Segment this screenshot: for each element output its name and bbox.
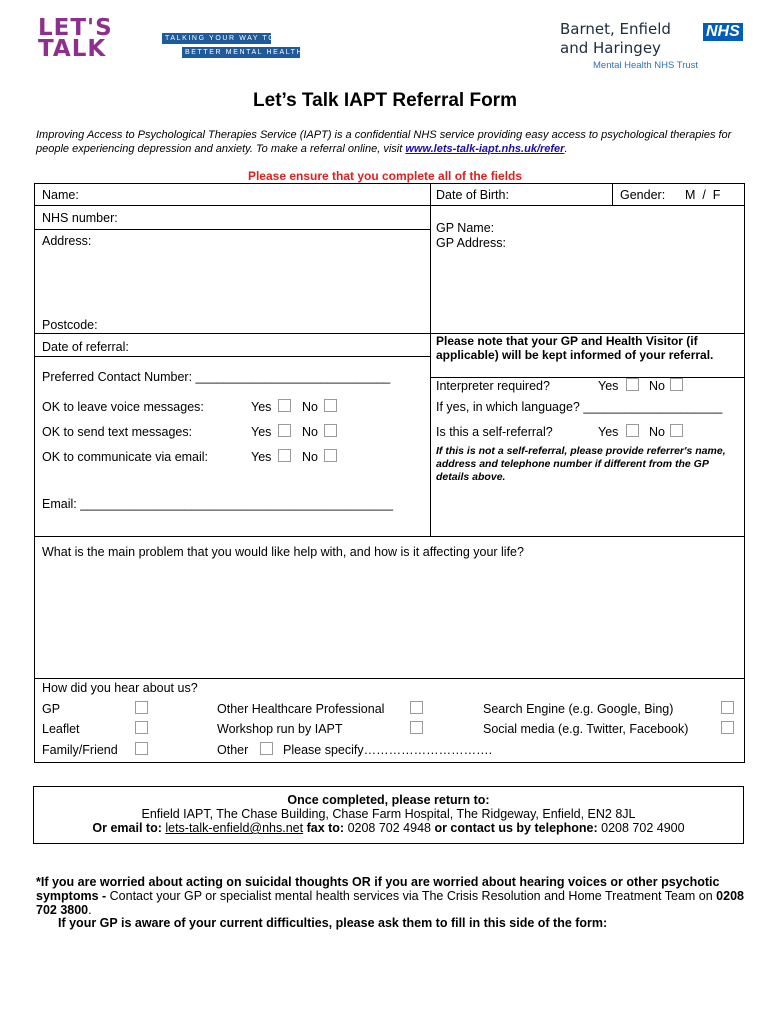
hear-other-checkbox[interactable] [260, 742, 273, 755]
dob-label: Date of Birth: [436, 188, 509, 202]
gp-fill-instruction: If your GP is aware of your current difficulties, please ask them to fill in this side of the form: [58, 916, 608, 930]
hear-workshop-label: Workshop run by IAPT [217, 722, 343, 736]
language-field[interactable]: If yes, in which language? ____________________ [436, 400, 723, 414]
voice-no-checkbox[interactable] [324, 399, 337, 412]
hear-gp-label: GP [42, 702, 61, 716]
fax-label: fax to: [303, 821, 348, 835]
hear-other-specify-field[interactable]: Please specify…………………………. [283, 743, 493, 757]
row-divider [430, 377, 744, 378]
text-no-label: No [302, 425, 318, 439]
tagline-line-1: TALKING YOUR WAY TO [162, 33, 271, 44]
hear-about-question: How did you hear about us? [42, 681, 198, 695]
text-no-checkbox[interactable] [324, 424, 337, 437]
email-to-label: Or email to: [92, 821, 166, 835]
address-label: Address: [42, 234, 92, 248]
return-heading: Once completed, please return to: [287, 793, 490, 807]
fax-number: 0208 702 4948 [347, 821, 431, 835]
hear-leaflet-label: Leaflet [42, 722, 80, 736]
email-yes-checkbox[interactable] [278, 449, 291, 462]
interpreter-yes-checkbox[interactable] [626, 378, 639, 391]
interpreter-yes-label: Yes [598, 379, 619, 393]
return-email-link[interactable]: lets-talk-enfield@nhs.net [165, 821, 304, 835]
postcode-label: Postcode: [42, 318, 98, 332]
self-referral-yes-checkbox[interactable] [626, 424, 639, 437]
hear-other-hcp-label: Other Healthcare Professional [217, 702, 385, 716]
referral-link[interactable]: www.lets-talk-iapt.nhs.uk/refer [405, 143, 565, 155]
voice-no-label: No [302, 400, 318, 414]
logo-line-2: TALK [38, 36, 107, 62]
self-referral-no-checkbox[interactable] [670, 424, 683, 437]
intro-end: . [564, 143, 568, 155]
gender-divider [612, 184, 613, 205]
self-referral-label: Is this a self-referral? [436, 425, 553, 439]
self-referral-no-label: No [649, 425, 665, 439]
trust-name-line-1: Barnet, Enfield [560, 20, 671, 38]
hear-search-label: Search Engine (e.g. Google, Bing) [483, 702, 674, 716]
email-yes-label: Yes [251, 450, 272, 464]
text-yes-label: Yes [251, 425, 272, 439]
gender-options[interactable]: M / F [685, 188, 721, 202]
nhs-trust-logo [560, 20, 750, 75]
hear-search-checkbox[interactable] [721, 701, 734, 714]
voice-yes-checkbox[interactable] [278, 399, 291, 412]
trust-name-line-2: and Haringey [560, 39, 661, 57]
interpreter-no-label: No [649, 379, 665, 393]
gp-address-label: GP Address: [436, 236, 506, 250]
hear-workshop-checkbox[interactable] [410, 721, 423, 734]
hear-leaflet-checkbox[interactable] [135, 721, 148, 734]
self-referral-yes-label: Yes [598, 425, 619, 439]
voice-yes-label: Yes [251, 400, 272, 414]
gp-informed-note: Please note that your GP and Health Visitor (if applicable) will be kept informed of your referral. [436, 334, 714, 362]
crisis-notice [36, 875, 748, 917]
referral-form-table [34, 183, 745, 763]
email-no-label: No [302, 450, 318, 464]
hear-other-hcp-checkbox[interactable] [410, 701, 423, 714]
referrer-details-note: If this is not a self-referral, please provide referrer's name, address and telephone number if different from the GP details above. [436, 445, 726, 483]
crisis-text: Contact your GP or specialist mental health services via The Crisis Resolution and Home Treatment Team on [109, 889, 717, 903]
name-label: Name: [42, 188, 79, 202]
hear-family-checkbox[interactable] [135, 742, 148, 755]
preferred-contact-field[interactable]: Preferred Contact Number: ____________________________ [42, 370, 391, 384]
email-field[interactable]: Email: _____________________________________________ [42, 497, 394, 511]
phone-label: or contact us by telephone: [430, 821, 602, 835]
intro-text: Improving Access to Psychological Therapies Service (IAPT) is a confidential NHS service providing easy access to psychological therapies for people experiencing depression and anxiety. To make a referral online, visit [36, 129, 732, 155]
text-yes-checkbox[interactable] [278, 424, 291, 437]
page-title: Let’s Talk IAPT Referral Form [253, 90, 517, 111]
tagline-banner [162, 33, 304, 59]
row-divider [35, 678, 744, 679]
phone-number: 0208 702 4900 [601, 821, 685, 835]
referral-date-label: Date of referral: [42, 340, 129, 354]
gender-label: Gender: [620, 188, 666, 202]
voice-messages-label: OK to leave voice messages: [42, 400, 204, 414]
text-messages-label: OK to send text messages: [42, 425, 193, 439]
column-divider [430, 184, 431, 536]
logo-line-1: LET'S [38, 15, 113, 41]
hear-social-label: Social media (e.g. Twitter, Facebook) [483, 722, 689, 736]
interpreter-no-checkbox[interactable] [670, 378, 683, 391]
hear-other-label: Other [217, 743, 249, 757]
gp-name-label: GP Name: [436, 221, 495, 235]
hear-social-checkbox[interactable] [721, 721, 734, 734]
main-problem-answer-area[interactable] [41, 564, 739, 674]
return-address: Enfield IAPT, The Chase Building, Chase Farm Hospital, The Ridgeway, Enfield, EN2 8JL [141, 807, 636, 821]
interpreter-label: Interpreter required? [436, 379, 550, 393]
email-no-checkbox[interactable] [324, 449, 337, 462]
nhs-number-label: NHS number: [42, 211, 118, 225]
tagline-line-2: BETTER MENTAL HEALTH [182, 47, 300, 58]
row-divider [35, 205, 744, 206]
complete-all-warning: Please ensure that you complete all of the fields [247, 169, 523, 183]
hear-gp-checkbox[interactable] [135, 701, 148, 714]
main-problem-question: What is the main problem that you would like help with, and how is it affecting your life? [42, 545, 524, 559]
lets-talk-logo [38, 15, 140, 64]
row-divider [35, 356, 430, 357]
row-divider [35, 229, 430, 230]
intro-paragraph [36, 128, 736, 156]
trust-subtitle: Mental Health NHS Trust [593, 60, 699, 71]
return-info-box [33, 786, 744, 844]
row-divider [35, 536, 744, 537]
hear-family-label: Family/Friend [42, 743, 118, 757]
nhs-badge: NHS [703, 23, 743, 41]
return-contact-line [34, 821, 743, 835]
email-comm-label: OK to communicate via email: [42, 450, 209, 464]
crisis-bold-text: *If you are worried about acting on suicidal thoughts OR if you are worried about hearing voices or other psychotic symptoms - [36, 875, 720, 903]
crisis-end: . [88, 903, 92, 917]
crisis-phone: 0208 702 3800 [36, 889, 744, 917]
